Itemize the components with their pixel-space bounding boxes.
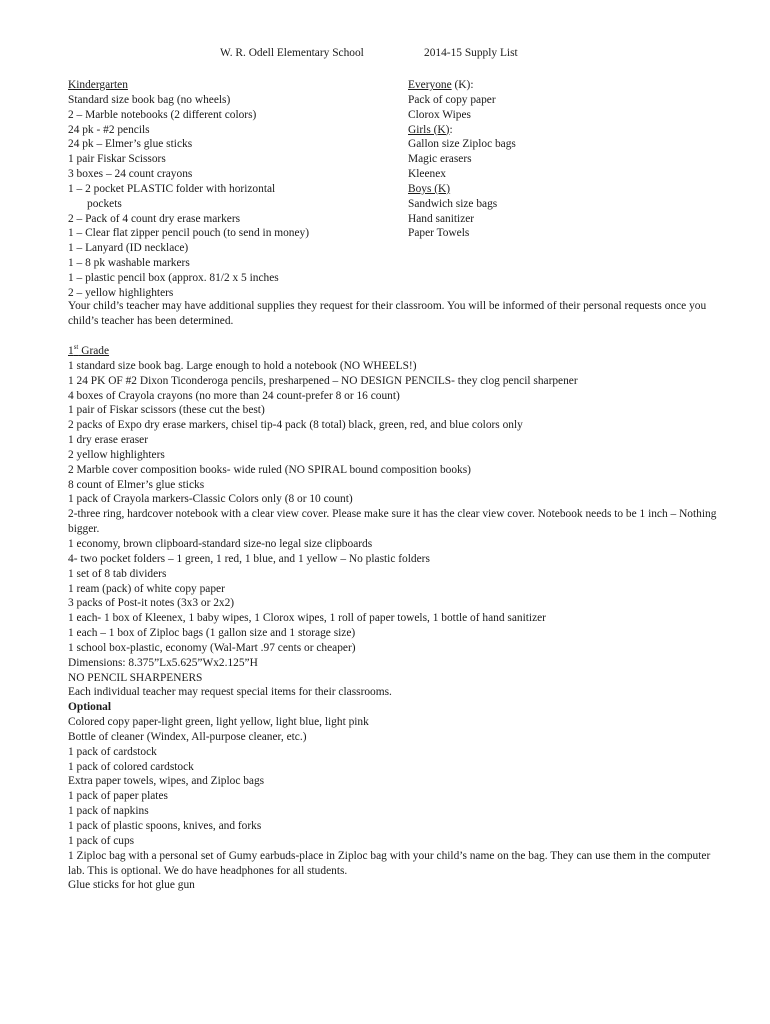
list-item: Pack of copy paper (408, 93, 496, 106)
list-item: 1 economy, brown clipboard-standard size-no legal size clipboards (68, 537, 373, 550)
list-item: 1 – 8 pk washable markers (68, 257, 190, 270)
list-item: 1 school box-plastic, economy (Wal-Mart .97 cents or cheaper) (68, 641, 356, 654)
list-item: 4 boxes of Crayola crayons (no more than 24 count-prefer 8 or 16 count) (68, 389, 400, 402)
list-item: 1 standard size book bag. Large enough to hold a notebook (NO WHEELS!) (68, 359, 417, 372)
list-item: 1 pack of colored cardstock (68, 760, 194, 773)
list-item: 1 pack of plastic spoons, knives, and forks (68, 820, 262, 832)
list-item: 2 packs of Expo dry erase markers, chisel tip-4 pack (8 total) black, green, red, and blue colors only (68, 419, 523, 432)
school-name: W. R. Odell Elementary School (220, 47, 364, 59)
list-item: Bottle of cleaner (Windex, All-purpose cleaner, etc.) (68, 730, 307, 743)
everyone-title: Everyone (408, 79, 452, 91)
list-item: NO PENCIL SHARPENERS (68, 671, 203, 684)
first-grade-section (68, 344, 718, 893)
list-item: 2 – Marble notebooks (2 different colors) (68, 108, 257, 121)
list-item: Magic erasers (408, 153, 472, 166)
list-item: 1 – plastic pencil box (approx. 81/2 x 5 inches (68, 271, 279, 284)
girls-title-suffix: : (449, 123, 453, 136)
list-item: 2 – Pack of 4 count dry erase markers (68, 212, 241, 225)
kindergarten-note: Your child’s teacher may have additional supplies they request for their classroom. You will be informed of their personal requests once you child’s teacher has been determined. (68, 300, 707, 327)
girls-heading (408, 123, 708, 138)
everyone-title-suffix: (K): (451, 79, 474, 91)
girls-title: Girls (K) (408, 123, 450, 136)
kindergarten-title: Kindergarten (68, 79, 128, 91)
list-item: 1 – Lanyard (ID necklace) (68, 242, 189, 255)
earbuds-item: 1 Ziploc bag with a personal set of Gumy earbuds-place in Ziploc bag with your child’s name on the bag. They can use them in the computer lab. This is optional. We do have headphones for all students. (68, 849, 711, 877)
list-item: 2 – yellow highlighters (68, 286, 174, 299)
list-item: Standard size book bag (no wheels) (68, 93, 231, 106)
list-item: Glue sticks for hot glue gun (68, 879, 195, 892)
list-item: Clorox Wipes (408, 108, 471, 121)
list-item-continuation: pockets (87, 197, 122, 210)
list-item: Each individual teacher may request special items for their classrooms. (68, 686, 392, 699)
kindergarten-section (68, 78, 398, 301)
list-item: 1 pair of Fiskar scissors (these cut the best) (68, 404, 265, 417)
list-item: 3 packs of Post-it notes (3x3 or 2x2) (68, 597, 235, 610)
list-item: 1 pack of cardstock (68, 745, 157, 758)
list-item: Colored copy paper-light green, light yellow, light blue, light pink (68, 716, 369, 729)
list-item: 1 – 2 pocket PLASTIC folder with horizontal (68, 182, 276, 195)
list-item: Kleenex (408, 168, 446, 181)
list-item: 24 pk – Elmer’s glue sticks (68, 138, 193, 151)
kindergarten-class-supplies (408, 78, 708, 241)
list-item: 1 pack of napkins (68, 805, 149, 818)
first-grade-title-superscript: st (73, 343, 79, 352)
list-item: Gallon size Ziploc bags (408, 138, 516, 151)
document-header (0, 47, 770, 63)
list-item: 1 set of 8 tab dividers (68, 567, 167, 580)
list-item: Extra paper towels, wipes, and Ziploc bags (68, 775, 265, 788)
everyone-heading (408, 78, 708, 93)
boys-title: Boys (K) (408, 182, 451, 195)
first-grade-title-text: Grade (78, 345, 110, 357)
list-item: 1 each – 1 box of Ziploc bags (1 gallon size and 1 storage size) (68, 627, 356, 640)
list-item: 1 pack of cups (68, 834, 135, 847)
list-item: 4- two pocket folders – 1 green, 1 red, 1 blue, and 1 yellow – No plastic folders (68, 552, 430, 565)
list-item: Sandwich size bags (408, 197, 498, 210)
list-item: Hand sanitizer (408, 212, 475, 225)
list-item: 2 yellow highlighters (68, 448, 165, 461)
list-item: 1 pack of paper plates (68, 790, 168, 803)
supply-list-year: 2014-15 Supply List (424, 47, 518, 59)
list-item: 24 pk - #2 pencils (68, 123, 150, 136)
optional-title: Optional (68, 701, 112, 714)
list-item: Dimensions: 8.375”Lx5.625”Wx2.125”H (68, 656, 258, 669)
list-item: 1 pair Fiskar Scissors (68, 153, 166, 166)
notebook-item: 2-three ring, hardcover notebook with a clear view cover. Please make sure it has the clear view cover. Notebook needs to be 1 inch – Nothing bigger. (68, 508, 717, 536)
list-item: Paper Towels (408, 227, 470, 240)
first-grade-title-number: 1 (68, 345, 74, 357)
list-item: 8 count of Elmer’s glue sticks (68, 478, 205, 491)
list-item: 3 boxes – 24 count crayons (68, 168, 193, 181)
list-item: 1 24 PK OF #2 Dixon Ticonderoga pencils, presharpened – NO DESIGN PENCILS- they clog pencil sharpener (68, 374, 578, 387)
list-item: 1 ream (pack) of white copy paper (68, 582, 225, 595)
list-item: 2 Marble cover composition books- wide ruled (NO SPIRAL bound composition books) (68, 463, 471, 476)
list-item: 1 each- 1 box of Kleenex, 1 baby wipes, 1 Clorox wipes, 1 roll of paper towels, 1 bottle of hand sanitizer (68, 612, 546, 625)
list-item: 1 – Clear flat zipper pencil pouch (to send in money) (68, 227, 310, 240)
list-item: 1 dry erase eraser (68, 434, 149, 447)
first-grade-title (68, 344, 718, 359)
list-item: 1 pack of Crayola markers-Classic Colors only (8 or 10 count) (68, 493, 353, 506)
